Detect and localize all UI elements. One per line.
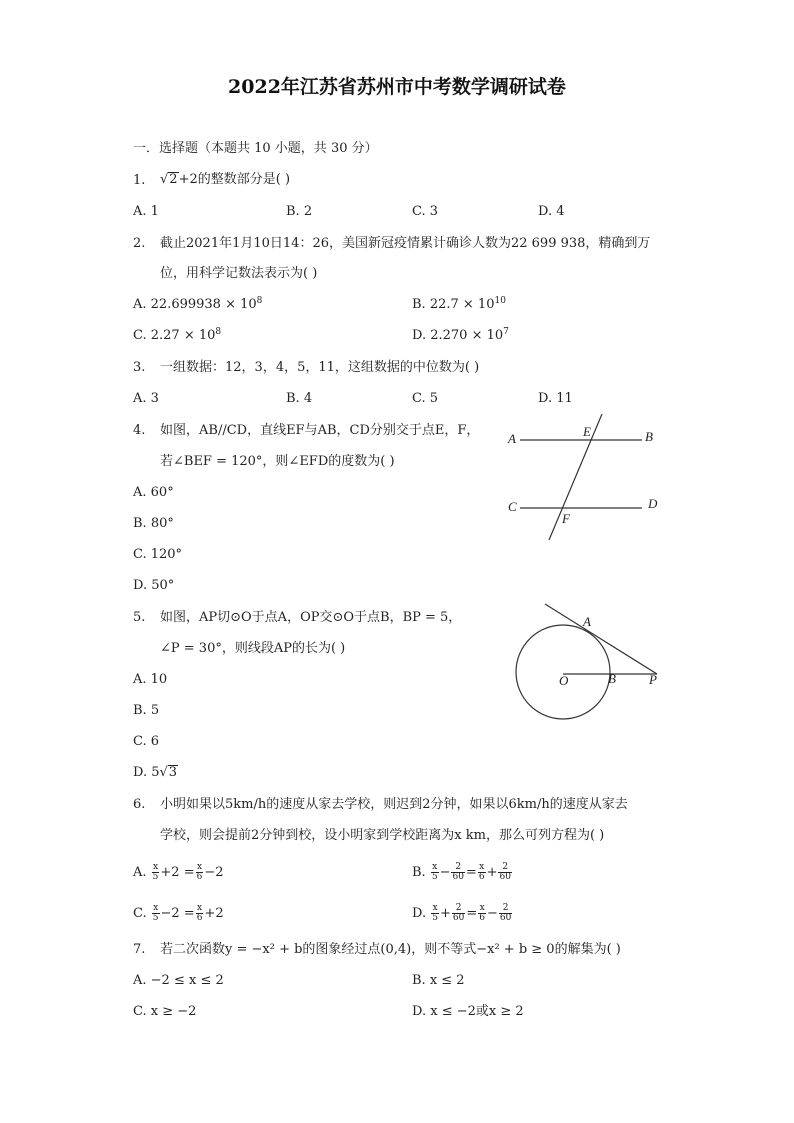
q1-option-d[interactable]: D. 4	[538, 204, 565, 219]
label-o: O	[559, 673, 569, 688]
q6-stem-line2: 学校，则会提前2分钟到校，设小明家到学校距离为x km，那么可列方程为( )	[160, 828, 605, 843]
q7-option-c[interactable]: C. x ≥ −2	[133, 1004, 197, 1019]
q5-option-d-text: D. 5	[133, 765, 160, 780]
label-f: F	[562, 511, 570, 526]
q2-option-d-text: D. 2.270 × 10	[412, 328, 504, 343]
tangent-line-ap	[545, 604, 657, 674]
q2-option-b-text: B. 22.7 × 10	[412, 297, 495, 312]
q4-number: 4.	[133, 423, 146, 438]
q7-stem: 若二次函数y = −x² + b的图象经过点(0,4)，则不等式−x² + b ≥ 0的解集为( )	[160, 942, 621, 957]
q7-option-d[interactable]: D. x ≤ −2或x ≥ 2	[412, 1004, 524, 1019]
q6-option-c[interactable]: C. $\frac{x}{5}$ −2 = $\frac{x}{6}$ +2	[133, 903, 224, 923]
q1-option-a[interactable]: A. 1	[133, 204, 159, 219]
transversal-ef	[549, 414, 602, 540]
q1-option-b[interactable]: B. 2	[286, 204, 313, 219]
q6-option-b[interactable]: B. $\frac{x}{5}$ − $\frac{2}{60}$ = $\frac{x}{6}$ + $\frac{2}{60}$	[412, 862, 511, 882]
q2-option-c-text: C. 2.27 × 10	[133, 328, 216, 343]
q4-stem-line1: 如图，AB//CD，直线EF与AB，CD分别交于点E，F，	[160, 423, 480, 438]
q2-option-c[interactable]	[133, 328, 221, 344]
q2-option-a-exp: 8	[256, 296, 263, 306]
q6-option-c-label: C.	[133, 906, 147, 921]
q4-option-d[interactable]: D. 50°	[133, 578, 175, 593]
q2-option-c-exp: 8	[215, 327, 222, 337]
q1-number: 1.	[133, 173, 146, 188]
q2-option-a[interactable]	[133, 297, 262, 313]
q7-option-a[interactable]: A. −2 ≤ x ≤ 2	[133, 973, 224, 988]
label-d: D	[648, 496, 658, 511]
q6-option-d-label: D.	[412, 906, 427, 921]
q3-number: 3.	[133, 360, 146, 375]
q5-option-c[interactable]: C. 6	[133, 734, 160, 749]
q2-option-a-text: A. 22.699938 × 10	[133, 297, 257, 312]
q6-stem-line1: 小明如果以5km/h的速度从家去学校，则迟到2分钟，如果以6km/h的速度从家去	[160, 797, 628, 812]
q5-option-d[interactable]: D. 5√3	[133, 765, 178, 780]
parallel-lines-figure	[500, 408, 670, 548]
q1-stem: √2+2的整数部分是( )	[160, 172, 291, 187]
label-c: C	[508, 499, 517, 514]
label-a: A	[583, 614, 591, 629]
q4-stem-line2: 若∠BEF = 120°，则∠EFD的度数为( )	[160, 454, 395, 469]
q2-number: 2.	[133, 236, 146, 251]
q2-option-b-exp: 10	[494, 296, 506, 306]
q6-option-a-label: A.	[133, 865, 147, 880]
circle-tangent-figure	[505, 598, 675, 728]
q6-option-a[interactable]: A. $\frac{x}{5}$ +2 = $\frac{x}{6}$ −2	[133, 862, 224, 882]
label-b: B	[645, 429, 653, 444]
q6-option-b-label: B.	[412, 865, 426, 880]
q5-option-d-radicand: 3	[168, 765, 178, 780]
label-e: E	[583, 424, 591, 439]
q5-option-b[interactable]: B. 5	[133, 703, 160, 718]
q1-stem-text: +2的整数部分是( )	[178, 172, 291, 187]
section-heading: 一．选择题（本题共 10 小题，共 30 分）	[133, 141, 378, 156]
q3-option-c[interactable]: C. 5	[412, 391, 439, 406]
q7-option-b[interactable]: B. x ≤ 2	[412, 973, 465, 988]
q3-option-d[interactable]: D. 11	[538, 391, 573, 406]
q2-option-d-exp: 7	[503, 327, 509, 337]
q5-number: 5.	[133, 610, 146, 625]
q3-option-b[interactable]: B. 4	[286, 391, 313, 406]
q6-number: 6.	[133, 797, 146, 812]
page-title: 2022年江苏省苏州市中考数学调研试卷	[228, 76, 566, 98]
q7-number: 7.	[133, 942, 146, 957]
q3-option-a[interactable]: A. 3	[133, 391, 159, 406]
q2-option-b[interactable]	[412, 297, 506, 313]
q2-stem-line1: 截止2021年1月10日14：26，美国新冠疫情累计确诊人数为22 699 938，精确到万	[160, 236, 651, 251]
q5-option-a[interactable]: A. 10	[133, 672, 168, 687]
q4-option-b[interactable]: B. 80°	[133, 516, 174, 531]
q5-stem-line1: 如图，AP切⊙O于点A，OP交⊙O于点B，BP = 5，	[160, 610, 462, 625]
label-b: B	[608, 671, 616, 686]
label-a: A	[508, 431, 516, 446]
q4-option-c[interactable]: C. 120°	[133, 547, 183, 562]
q5-stem-line2: ∠P = 30°，则线段AP的长为( )	[160, 641, 346, 656]
label-p: P	[649, 672, 657, 687]
q4-option-a[interactable]: A. 60°	[133, 485, 174, 500]
q2-stem-line2: 位，用科学记数法表示为( )	[160, 266, 318, 281]
q3-stem: 一组数据：12，3，4，5，11，这组数据的中位数为( )	[160, 360, 480, 375]
circle-o	[516, 625, 610, 719]
q2-option-d[interactable]	[412, 328, 509, 344]
q1-option-c[interactable]: C. 3	[412, 204, 439, 219]
q6-option-d[interactable]: D. $\frac{x}{5}$ + $\frac{2}{60}$ = $\frac{x}{6}$ − $\frac{2}{60}$	[412, 903, 512, 923]
